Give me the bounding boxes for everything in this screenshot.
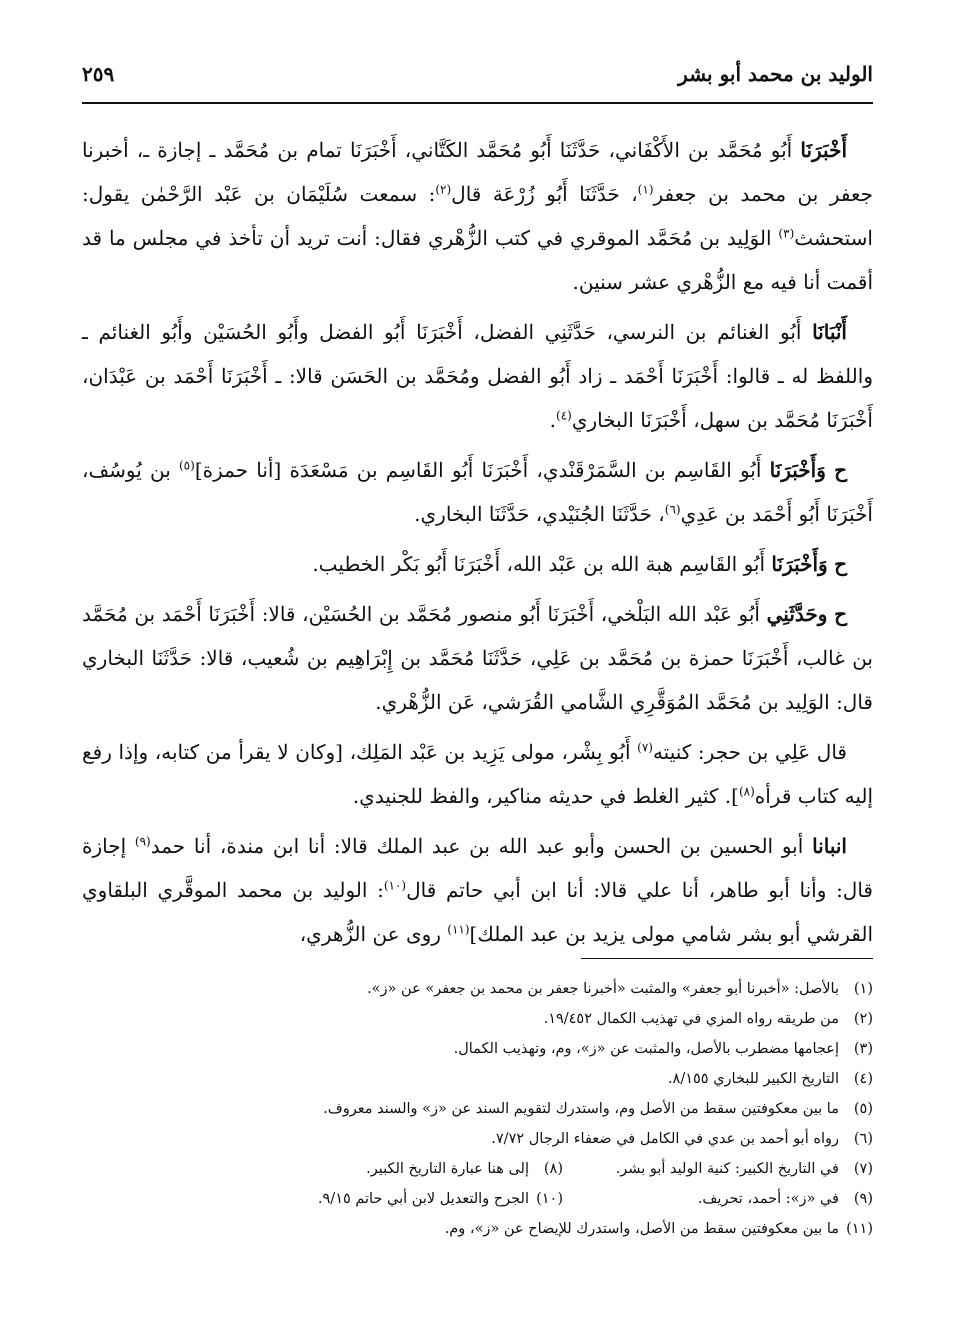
paragraph-5 bbox=[82, 592, 873, 724]
footnote-row-9-10 bbox=[82, 1184, 873, 1214]
paragraph-1 bbox=[82, 128, 873, 304]
text-segment: . bbox=[549, 408, 557, 432]
paragraph-4 bbox=[82, 542, 873, 586]
paragraph-6 bbox=[82, 730, 873, 818]
footnote-number: (٧) bbox=[853, 1161, 873, 1177]
footnote-number: (١٠) bbox=[536, 1191, 563, 1207]
text-segment: ]. كثير الغلط في حديثه مناكير، والفظ للجنيدي. bbox=[352, 784, 739, 808]
footnote-number: (٢) bbox=[853, 1011, 873, 1027]
text-segment: أَبُو القَاسِم بن السَّمَرْقَنْدي، أَخْبَرَنَا أَبُو القَاسِم بن مَسْعَدَة [أنا حمزة] bbox=[194, 458, 770, 482]
footnote-number: (٨) bbox=[543, 1161, 563, 1177]
text-segment: قال عَلِي بن حجر: كنيته bbox=[652, 740, 847, 764]
lead-word: وحَدَّثَنِي bbox=[766, 602, 828, 626]
text-segment: ، حَدَّثَنَا الجُنَيْدي، حَدَّثَنَا البخاري. bbox=[414, 502, 665, 526]
paragraph-2 bbox=[82, 310, 873, 442]
footnote-text: الجرح والتعديل لابن أبي حاتم ٩/١٥. bbox=[317, 1191, 529, 1207]
footnote-11 bbox=[82, 1214, 873, 1244]
footnote-number: (٦) bbox=[853, 1131, 873, 1147]
page-header bbox=[82, 60, 873, 104]
text-segment: : الوليد بن محمد الموقَّري البلقاوي القرشي أبو بشر شامي مولى يزيد بن عبد الملك] bbox=[82, 878, 873, 946]
footnote-5 bbox=[82, 1094, 873, 1124]
footnote-4 bbox=[82, 1064, 873, 1094]
footnote-number: (١١) bbox=[846, 1221, 873, 1237]
footnote-number: (١) bbox=[853, 981, 873, 997]
running-head: الوليد بن محمد أبو بشر bbox=[678, 62, 873, 86]
footnote-3 bbox=[82, 1034, 873, 1064]
isnad-marker: ح bbox=[834, 552, 847, 576]
main-text bbox=[82, 128, 873, 962]
paragraph-7 bbox=[82, 824, 873, 956]
lead-word: أَخْبَرَنَا bbox=[800, 138, 847, 162]
text-segment: أَبُو مُحَمَّد بن الأَكْفَاني، حَدَّثَنَا أَبُو مُحَمَّد الكَتَّاني، أَخْبَرَنَا تمام بن مُحَمَّد ـ إجازة ـ، أخبرنا جعفر بن محمد بن جعفر bbox=[82, 138, 873, 206]
footnote-6 bbox=[82, 1124, 873, 1154]
lead-word: أَنْبَانَا bbox=[812, 320, 847, 344]
footnote-1 bbox=[82, 974, 873, 1004]
footnote-number: (٣) bbox=[853, 1041, 873, 1057]
footnote-2 bbox=[82, 1004, 873, 1034]
footnote-ref: (٦) bbox=[664, 502, 681, 517]
footnote-text: بالأصل: «أخبرنا أبو جعفر» والمثبت «أخبرنا جعفر بن محمد بن جعفر» عن «ز». bbox=[367, 981, 839, 997]
footnote-number: (٩) bbox=[853, 1191, 873, 1207]
footnote-ref: (٩) bbox=[134, 834, 151, 849]
lead-word: وَأَخْبَرَنَا bbox=[771, 552, 828, 576]
footnote-number: (٤) bbox=[853, 1071, 873, 1087]
footnote-ref: (١) bbox=[637, 182, 654, 197]
text-segment: روى عن الزُّهري، bbox=[299, 922, 448, 946]
footnote-number: (٥) bbox=[853, 1101, 873, 1117]
paragraph-3 bbox=[82, 448, 873, 536]
page-number: ٢٥٩ bbox=[82, 62, 115, 86]
isnad-marker: ح bbox=[834, 458, 847, 482]
lead-word: انبانا bbox=[812, 834, 847, 858]
footnote-text: رواه أبو أحمد بن عدي في الكامل في ضعفاء الرجال ٧/٧٢. bbox=[491, 1131, 839, 1147]
footnote-text: إعجامها مضطرب بالأصل، والمثبت عن «ز»، وم، وتهذيب الكمال. bbox=[453, 1041, 839, 1057]
text-segment: أَبُو القَاسِم هبة الله بن عَبْد الله، أَخْبَرَنَا أَبُو بَكْر الخطيب. bbox=[312, 552, 772, 576]
footnote-ref: (٣) bbox=[778, 226, 795, 241]
text-segment: ، حَدَّثَنَا أَبُو زُرْعَة قال bbox=[451, 182, 638, 206]
footnote-ref: (٢) bbox=[435, 182, 452, 197]
footnote-divider bbox=[581, 958, 873, 959]
text-segment: : سمعت سُلَيْمَان بن عَبْد الرَّحْمٰن يقول: استحشث bbox=[82, 182, 873, 250]
footnote-text: إلى هنا عبارة التاريخ الكبير. bbox=[366, 1161, 529, 1177]
text-segment: أَبُو الغنائم بن النرسي، حَدَّثَنِي الفضل، أَخْبَرَنَا أَبُو الفضل وأَبُو الحُسَيْن وأَبُو الغنائم ـ واللفظ له ـ قالوا: أَخْبَرَنَا أَحْمَد ـ زاد أَبُو الفضل ومُحَمَّد بن الحَسَن قالا: ـ أَخْبَرَنَا أَحْمَد بن عَبْدَان، أَخْبَرَنَا مُحَمَّد بن سهل، أَخْبَرَنَا البخاري bbox=[82, 320, 873, 432]
footnote-ref: (٧) bbox=[637, 740, 653, 755]
footnote-ref: (٥) bbox=[178, 458, 195, 473]
footnotes bbox=[82, 974, 873, 1244]
footnote-text: من طريقه رواه المزي في تهذيب الكمال ١٩/٤٥٢. bbox=[543, 1011, 839, 1027]
footnote-text: التاريخ الكبير للبخاري ٨/١٥٥. bbox=[667, 1071, 839, 1087]
footnote-row-7-8 bbox=[82, 1154, 873, 1184]
footnote-ref: (١١) bbox=[447, 922, 470, 937]
footnote-ref: (١٠) bbox=[383, 878, 407, 893]
footnote-text: ما بين معكوفتين سقط من الأصل وم، واستدرك لتقويم السند عن «ز» والسند معروف. bbox=[323, 1101, 839, 1117]
text-segment: الوَلِيد بن مُحَمَّد الموقري في كتب الزُّهْري فقال: أنت تريد أن تأخذ في مجلس ما قد أقمت أنا فيه مع الزُّهْري عشر سنين. bbox=[82, 226, 873, 294]
footnote-ref: (٤) bbox=[556, 408, 572, 423]
text-segment: أَبُو عَبْد الله البَلْخي، أَخْبَرَنَا أَبُو منصور مُحَمَّد بن الحُسَيْن، قالا: أَخْبَرَنَا أَحْمَد بن مُحَمَّد بن غالب، أَخْبَرَنَا حمزة بن مُحَمَّد بن عَلِي، حَدَّثَنَا مُحَمَّد بن إِبْرَاهِيم بن شُعيب، قالا: حَدَّثَنَا البخاري قال: الوَلِيد بن مُحَمَّد المُوَقَّرِي الشَّامي القُرَشي، عَن الزُّهْري. bbox=[82, 602, 873, 714]
footnote-ref: (٨) bbox=[738, 784, 755, 799]
text-segment: بن يُوسُف، أَخْبَرَنَا أَبُو أَحْمَد بن عَدِي bbox=[82, 458, 873, 526]
footnote-8 bbox=[366, 1154, 563, 1184]
text-segment: أَبُو بِشْر، مولى يَزِيد بن عَبْد المَلِك، [وكان لا يقرأ من كتابه، وإذا رفع إليه كتاب قرأه bbox=[82, 740, 873, 808]
lead-word: وَأَخْبَرَنَا bbox=[769, 458, 826, 482]
footnote-7 bbox=[563, 1154, 873, 1184]
footnote-text: في التاريخ الكبير: كنية الوليد أبو بشر. bbox=[615, 1161, 839, 1177]
isnad-marker: ح bbox=[834, 602, 847, 626]
footnote-9 bbox=[563, 1184, 873, 1214]
text-segment: أبو الحسين بن الحسن وأبو عبد الله بن عبد الملك قالا: أنا ابن مندة، أنا حمد bbox=[150, 834, 813, 858]
footnote-text: في «ز»: أحمد، تحريف. bbox=[697, 1191, 839, 1207]
text-segment: إجازة قال: وأنا أبو طاهر، أنا علي قالا: أنا ابن أبي حاتم قال bbox=[82, 834, 873, 902]
footnote-text: ما بين معكوفتين سقط من الأصل، واستدرك للإيضاح عن «ز»، وم. bbox=[444, 1221, 839, 1237]
footnote-10 bbox=[318, 1184, 563, 1214]
